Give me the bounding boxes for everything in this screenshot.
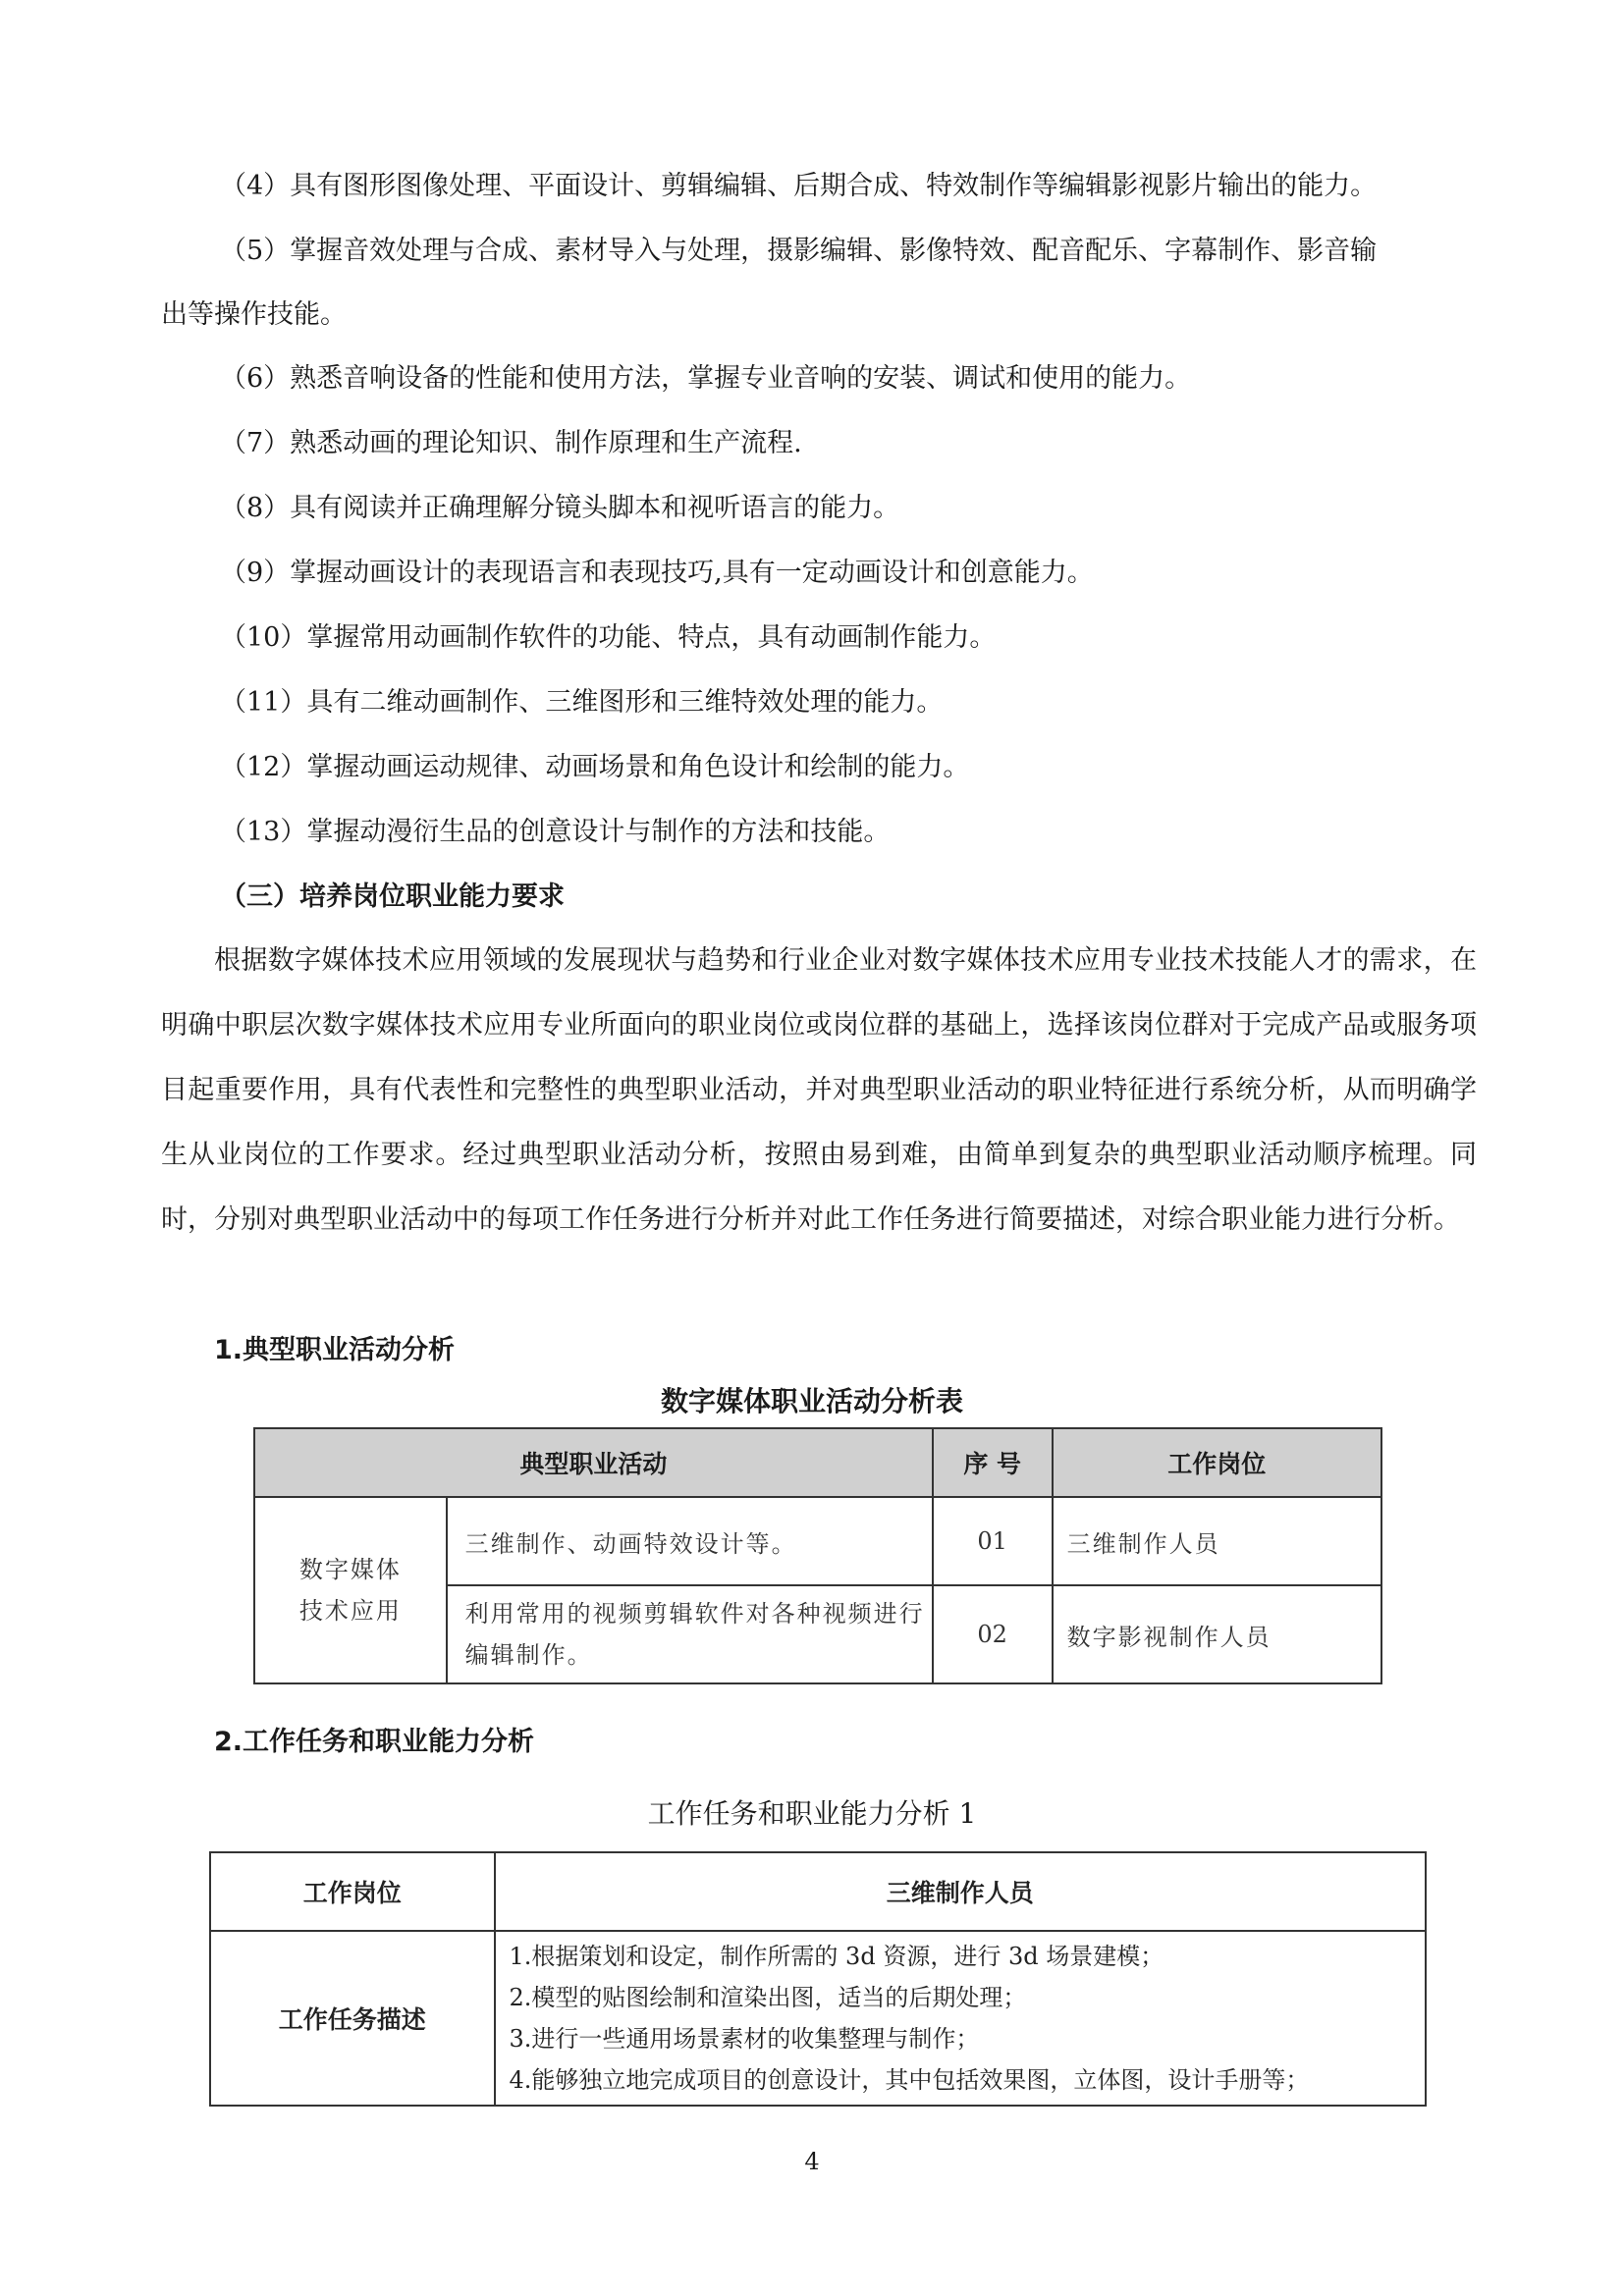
section-paragraph: 根据数字媒体技术应用领域的发展现状与趋势和行业企业对数字媒体技术应用专业技术技能人才的需求，在明确中职层次数字媒体技术应用专业所面向的职业岗位或岗位群的基础上，选择该岗位群对于完成产品或服务项目起重要作用，具有代表性和完整性的典型职业活动，并对典型职业活动的职业特征进行系统分析，从而明确学生从业岗位的工作要求。经过典型职业活动分析，按照由易到难，由简单到复杂的典型职业活动顺序梳理。同时，分别对典型职业活动中的每项工作任务进行分析并对此工作任务进行简要描述，对综合职业能力进行分析。: [161, 945, 1477, 1235]
list-item-7: （7）熟悉动画的理论知识、制作原理和生产流程.: [220, 428, 802, 458]
list-item-5: （5）掌握音效处理与合成、素材导入与处理，摄影编辑、影像特效、配音配乐、字幕制作、影音输: [220, 236, 1378, 266]
activity-cell: 利用常用的视频剪辑软件对各种视频进行 编辑制作。: [447, 1585, 933, 1683]
task-line: 2.模型的贴图绘制和渲染出图，适当的后期处理；: [509, 1984, 1027, 2011]
section-heading: （三）培养岗位职业能力要求: [220, 881, 565, 912]
activity-table: [253, 1427, 1382, 1684]
list-item-6: （6）熟悉音响设备的性能和使用方法，掌握专业音响的安装、调试和使用的能力。: [220, 363, 1192, 394]
post-value-cell: 三维制作人员: [495, 1852, 1426, 1931]
table-row: [210, 1852, 1426, 1931]
table-row: [254, 1497, 1381, 1585]
header-post: 工作岗位: [1053, 1428, 1381, 1497]
post-label-cell: 工作岗位: [210, 1852, 495, 1931]
subsection-heading-1: 1.典型职业活动分析: [214, 1335, 456, 1365]
header-number: 序 号: [933, 1428, 1053, 1497]
number-cell: 01: [933, 1497, 1053, 1585]
table-header-row: [254, 1428, 1381, 1497]
header-activity: 典型职业活动: [254, 1428, 933, 1497]
task-label-cell: 工作任务描述: [210, 1931, 495, 2106]
list-item-5-continued: 出等操作技能。: [161, 299, 347, 330]
task-line: 3.进行一些通用场景素材的收集整理与制作；: [509, 2025, 980, 2053]
task-line: 4.能够独立地完成项目的创意设计，其中包括效果图，立体图，设计手册等；: [509, 2066, 1310, 2094]
list-item-12: （12）掌握动画运动规律、动画场景和角色设计和绘制的能力。: [220, 752, 970, 782]
table2-caption: 工作任务和职业能力分析 1: [647, 1797, 977, 1830]
table1-caption: 数字媒体职业活动分析表: [660, 1385, 963, 1417]
list-item-11: （11）具有二维动画制作、三维图形和三维特效处理的能力。: [220, 687, 944, 718]
post-cell: 数字影视制作人员: [1053, 1585, 1381, 1683]
activity-cell: 三维制作、动画特效设计等。: [447, 1497, 933, 1585]
table-row: [210, 1931, 1426, 2106]
list-item-13: （13）掌握动漫衍生品的创意设计与制作的方法和技能。: [220, 817, 891, 847]
number-cell: 02: [933, 1585, 1053, 1683]
activity-group-cell: 数字媒体 技术应用: [254, 1497, 447, 1683]
list-item-8: （8）具有阅读并正确理解分镜头脚本和视听语言的能力。: [220, 493, 900, 523]
task-analysis-table: [209, 1851, 1427, 2107]
task-line: 1.根据策划和设定，制作所需的 3d 资源，进行 3d 场景建模；: [509, 1943, 1164, 1970]
task-description-cell: [495, 1931, 1426, 2106]
list-item-9: （9）掌握动画设计的表现语言和表现技巧,具有一定动画设计和创意能力。: [220, 558, 1094, 588]
list-item-10: （10）掌握常用动画制作软件的功能、特点，具有动画制作能力。: [220, 622, 997, 653]
page-number: 4: [804, 2148, 820, 2175]
list-item-4: （4）具有图形图像处理、平面设计、剪辑编辑、后期合成、特效制作等编辑影视影片输出的能力。: [220, 171, 1378, 201]
post-cell: 三维制作人员: [1053, 1497, 1381, 1585]
subsection-heading-2: 2.工作任务和职业能力分析: [214, 1727, 535, 1757]
